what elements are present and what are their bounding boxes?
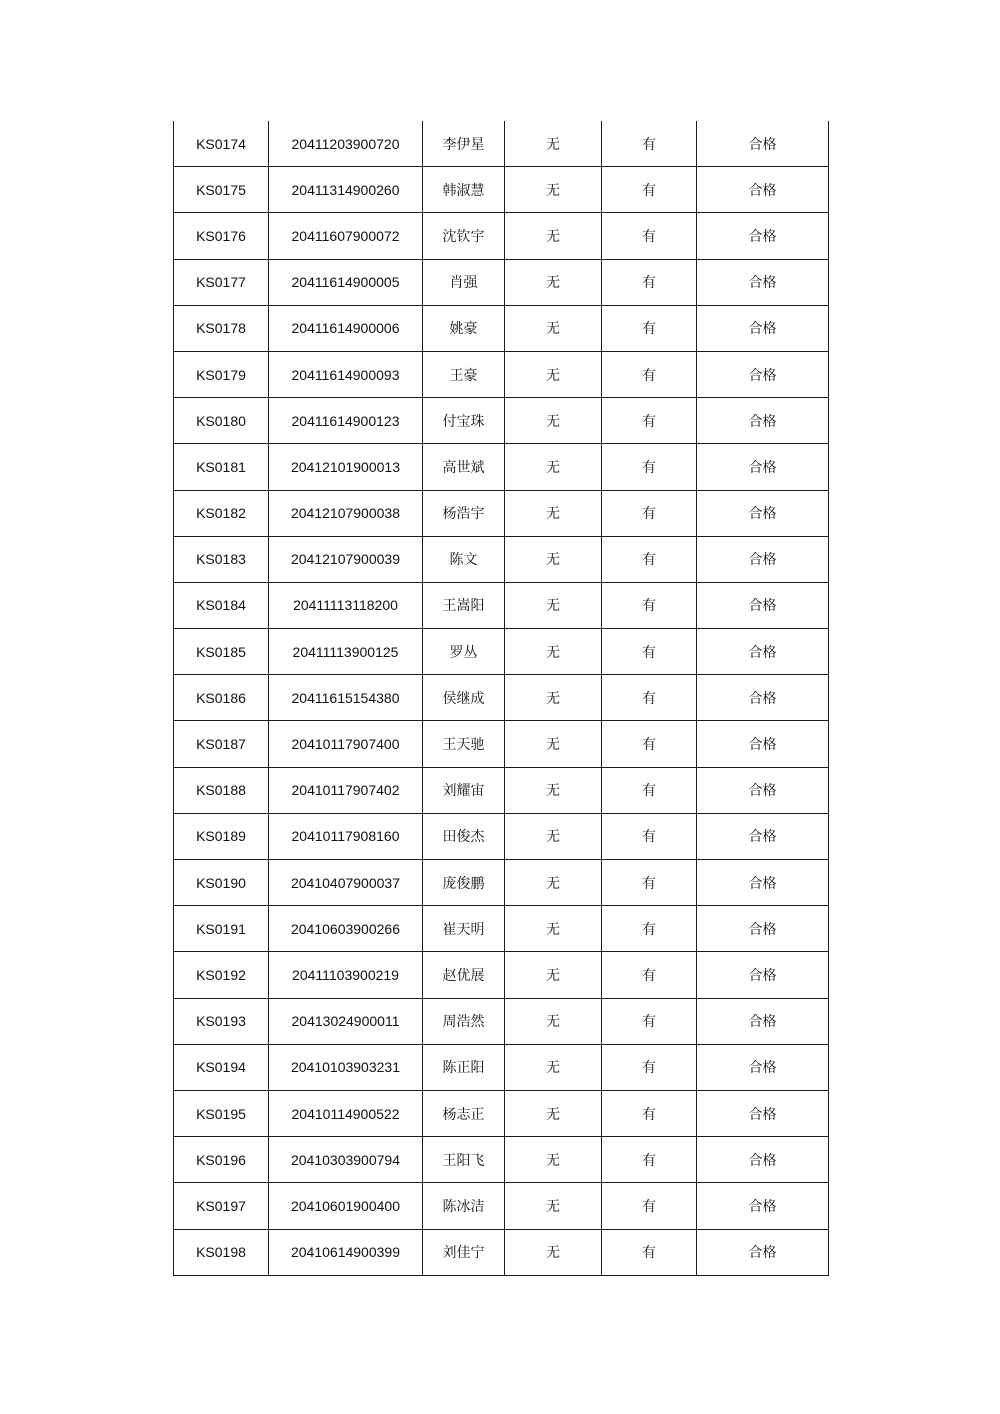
cell-name: 刘佳宁 xyxy=(423,1229,505,1275)
cell-id: KS0184 xyxy=(174,582,269,628)
cell-col4: 无 xyxy=(505,767,602,813)
cell-number: 20411113118200 xyxy=(269,582,423,628)
cell-id: KS0177 xyxy=(174,259,269,305)
cell-result: 合格 xyxy=(697,213,829,259)
cell-id: KS0186 xyxy=(174,675,269,721)
cell-name: 崔天明 xyxy=(423,906,505,952)
cell-col5: 有 xyxy=(602,444,697,490)
table-row xyxy=(174,259,829,305)
cell-id: KS0190 xyxy=(174,860,269,906)
cell-id: KS0181 xyxy=(174,444,269,490)
cell-col4: 无 xyxy=(505,629,602,675)
cell-name: 韩淑慧 xyxy=(423,167,505,213)
cell-col5: 有 xyxy=(602,1183,697,1229)
cell-result: 合格 xyxy=(697,305,829,351)
cell-name: 陈正阳 xyxy=(423,1044,505,1090)
cell-col4: 无 xyxy=(505,213,602,259)
cell-id: KS0185 xyxy=(174,629,269,675)
cell-id: KS0192 xyxy=(174,952,269,998)
cell-col5: 有 xyxy=(602,860,697,906)
table-row xyxy=(174,721,829,767)
cell-id: KS0197 xyxy=(174,1183,269,1229)
cell-col5: 有 xyxy=(602,398,697,444)
cell-id: KS0187 xyxy=(174,721,269,767)
cell-name: 罗丛 xyxy=(423,629,505,675)
cell-number: 20410614900399 xyxy=(269,1229,423,1275)
cell-id: KS0189 xyxy=(174,813,269,859)
cell-name: 付宝珠 xyxy=(423,398,505,444)
cell-id: KS0194 xyxy=(174,1044,269,1090)
cell-name: 王天驰 xyxy=(423,721,505,767)
cell-name: 周浩然 xyxy=(423,998,505,1044)
cell-id: KS0195 xyxy=(174,1090,269,1136)
cell-col4: 无 xyxy=(505,813,602,859)
cell-name: 姚豪 xyxy=(423,305,505,351)
cell-result: 合格 xyxy=(697,721,829,767)
cell-number: 20411314900260 xyxy=(269,167,423,213)
table-row xyxy=(174,351,829,397)
cell-result: 合格 xyxy=(697,952,829,998)
cell-result: 合格 xyxy=(697,675,829,721)
cell-number: 20412101900013 xyxy=(269,444,423,490)
roster-table-body xyxy=(174,121,829,1275)
cell-number: 20412107900039 xyxy=(269,536,423,582)
cell-name: 侯继成 xyxy=(423,675,505,721)
cell-name: 赵优展 xyxy=(423,952,505,998)
cell-id: KS0179 xyxy=(174,351,269,397)
cell-number: 20410114900522 xyxy=(269,1090,423,1136)
cell-col4: 无 xyxy=(505,1229,602,1275)
cell-col5: 有 xyxy=(602,213,697,259)
cell-number: 20411614900006 xyxy=(269,305,423,351)
cell-col5: 有 xyxy=(602,998,697,1044)
cell-id: KS0191 xyxy=(174,906,269,952)
table-row xyxy=(174,444,829,490)
cell-number: 20411607900072 xyxy=(269,213,423,259)
cell-col5: 有 xyxy=(602,1090,697,1136)
cell-number: 20411615154380 xyxy=(269,675,423,721)
cell-result: 合格 xyxy=(697,351,829,397)
cell-col5: 有 xyxy=(602,259,697,305)
cell-id: KS0198 xyxy=(174,1229,269,1275)
cell-col4: 无 xyxy=(505,167,602,213)
table-row xyxy=(174,1183,829,1229)
cell-result: 合格 xyxy=(697,1137,829,1183)
cell-col4: 无 xyxy=(505,721,602,767)
cell-col5: 有 xyxy=(602,767,697,813)
cell-number: 20411113900125 xyxy=(269,629,423,675)
cell-result: 合格 xyxy=(697,536,829,582)
cell-col4: 无 xyxy=(505,582,602,628)
cell-id: KS0188 xyxy=(174,767,269,813)
cell-col4: 无 xyxy=(505,860,602,906)
table-row xyxy=(174,860,829,906)
cell-result: 合格 xyxy=(697,813,829,859)
cell-number: 20411103900219 xyxy=(269,952,423,998)
cell-col4: 无 xyxy=(505,490,602,536)
cell-number: 20410601900400 xyxy=(269,1183,423,1229)
cell-result: 合格 xyxy=(697,398,829,444)
table-row xyxy=(174,213,829,259)
cell-col4: 无 xyxy=(505,398,602,444)
cell-result: 合格 xyxy=(697,1044,829,1090)
cell-name: 王嵩阳 xyxy=(423,582,505,628)
cell-result: 合格 xyxy=(697,767,829,813)
cell-id: KS0174 xyxy=(174,121,269,167)
table-row xyxy=(174,813,829,859)
cell-id: KS0178 xyxy=(174,305,269,351)
table-row xyxy=(174,629,829,675)
cell-result: 合格 xyxy=(697,1090,829,1136)
cell-name: 高世斌 xyxy=(423,444,505,490)
cell-result: 合格 xyxy=(697,167,829,213)
cell-col5: 有 xyxy=(602,490,697,536)
cell-id: KS0196 xyxy=(174,1137,269,1183)
table-row xyxy=(174,1229,829,1275)
cell-col4: 无 xyxy=(505,1183,602,1229)
cell-number: 20412107900038 xyxy=(269,490,423,536)
table-row xyxy=(174,536,829,582)
table-row xyxy=(174,998,829,1044)
cell-number: 20410117907402 xyxy=(269,767,423,813)
cell-name: 王豪 xyxy=(423,351,505,397)
cell-id: KS0193 xyxy=(174,998,269,1044)
cell-result: 合格 xyxy=(697,490,829,536)
cell-col5: 有 xyxy=(602,629,697,675)
table-row xyxy=(174,1044,829,1090)
cell-result: 合格 xyxy=(697,259,829,305)
table-row xyxy=(174,952,829,998)
cell-number: 20411614900123 xyxy=(269,398,423,444)
table-row xyxy=(174,305,829,351)
cell-col5: 有 xyxy=(602,167,697,213)
cell-col4: 无 xyxy=(505,259,602,305)
cell-id: KS0183 xyxy=(174,536,269,582)
cell-col5: 有 xyxy=(602,121,697,167)
table-row xyxy=(174,1090,829,1136)
cell-id: KS0176 xyxy=(174,213,269,259)
table-row xyxy=(174,906,829,952)
cell-col4: 无 xyxy=(505,998,602,1044)
cell-result: 合格 xyxy=(697,906,829,952)
cell-name: 陈冰洁 xyxy=(423,1183,505,1229)
cell-col5: 有 xyxy=(602,906,697,952)
cell-col4: 无 xyxy=(505,351,602,397)
table-row xyxy=(174,490,829,536)
cell-id: KS0180 xyxy=(174,398,269,444)
cell-name: 沈钦宇 xyxy=(423,213,505,259)
cell-col4: 无 xyxy=(505,1137,602,1183)
cell-number: 20413024900011 xyxy=(269,998,423,1044)
cell-number: 20411614900093 xyxy=(269,351,423,397)
cell-col4: 无 xyxy=(505,121,602,167)
cell-result: 合格 xyxy=(697,121,829,167)
cell-col5: 有 xyxy=(602,675,697,721)
cell-col5: 有 xyxy=(602,1044,697,1090)
cell-number: 20410117907400 xyxy=(269,721,423,767)
cell-col4: 无 xyxy=(505,675,602,721)
table-row xyxy=(174,582,829,628)
cell-result: 合格 xyxy=(697,998,829,1044)
table-row xyxy=(174,675,829,721)
cell-name: 肖强 xyxy=(423,259,505,305)
cell-col4: 无 xyxy=(505,906,602,952)
cell-number: 20411614900005 xyxy=(269,259,423,305)
cell-col4: 无 xyxy=(505,536,602,582)
cell-result: 合格 xyxy=(697,1229,829,1275)
cell-name: 田俊杰 xyxy=(423,813,505,859)
table-row xyxy=(174,398,829,444)
cell-col5: 有 xyxy=(602,351,697,397)
cell-id: KS0175 xyxy=(174,167,269,213)
cell-col5: 有 xyxy=(602,1137,697,1183)
cell-name: 庞俊鹏 xyxy=(423,860,505,906)
cell-col5: 有 xyxy=(602,952,697,998)
cell-name: 王阳飞 xyxy=(423,1137,505,1183)
cell-number: 20410103903231 xyxy=(269,1044,423,1090)
cell-id: KS0182 xyxy=(174,490,269,536)
table-row xyxy=(174,121,829,167)
cell-col5: 有 xyxy=(602,813,697,859)
cell-result: 合格 xyxy=(697,1183,829,1229)
cell-number: 20410407900037 xyxy=(269,860,423,906)
roster-table xyxy=(173,121,829,1276)
table-row xyxy=(174,167,829,213)
cell-name: 刘耀宙 xyxy=(423,767,505,813)
cell-name: 杨浩宇 xyxy=(423,490,505,536)
cell-number: 20410117908160 xyxy=(269,813,423,859)
cell-col4: 无 xyxy=(505,305,602,351)
cell-result: 合格 xyxy=(697,444,829,490)
table-row xyxy=(174,1137,829,1183)
cell-col4: 无 xyxy=(505,1090,602,1136)
cell-result: 合格 xyxy=(697,582,829,628)
cell-name: 陈文 xyxy=(423,536,505,582)
cell-col4: 无 xyxy=(505,444,602,490)
cell-result: 合格 xyxy=(697,860,829,906)
cell-col5: 有 xyxy=(602,1229,697,1275)
cell-col5: 有 xyxy=(602,305,697,351)
cell-col5: 有 xyxy=(602,721,697,767)
cell-number: 20410303900794 xyxy=(269,1137,423,1183)
cell-col4: 无 xyxy=(505,952,602,998)
cell-col5: 有 xyxy=(602,582,697,628)
cell-name: 李伊星 xyxy=(423,121,505,167)
table-row xyxy=(174,767,829,813)
cell-result: 合格 xyxy=(697,629,829,675)
cell-col4: 无 xyxy=(505,1044,602,1090)
cell-col5: 有 xyxy=(602,536,697,582)
cell-name: 杨志正 xyxy=(423,1090,505,1136)
cell-number: 20410603900266 xyxy=(269,906,423,952)
cell-number: 20411203900720 xyxy=(269,121,423,167)
